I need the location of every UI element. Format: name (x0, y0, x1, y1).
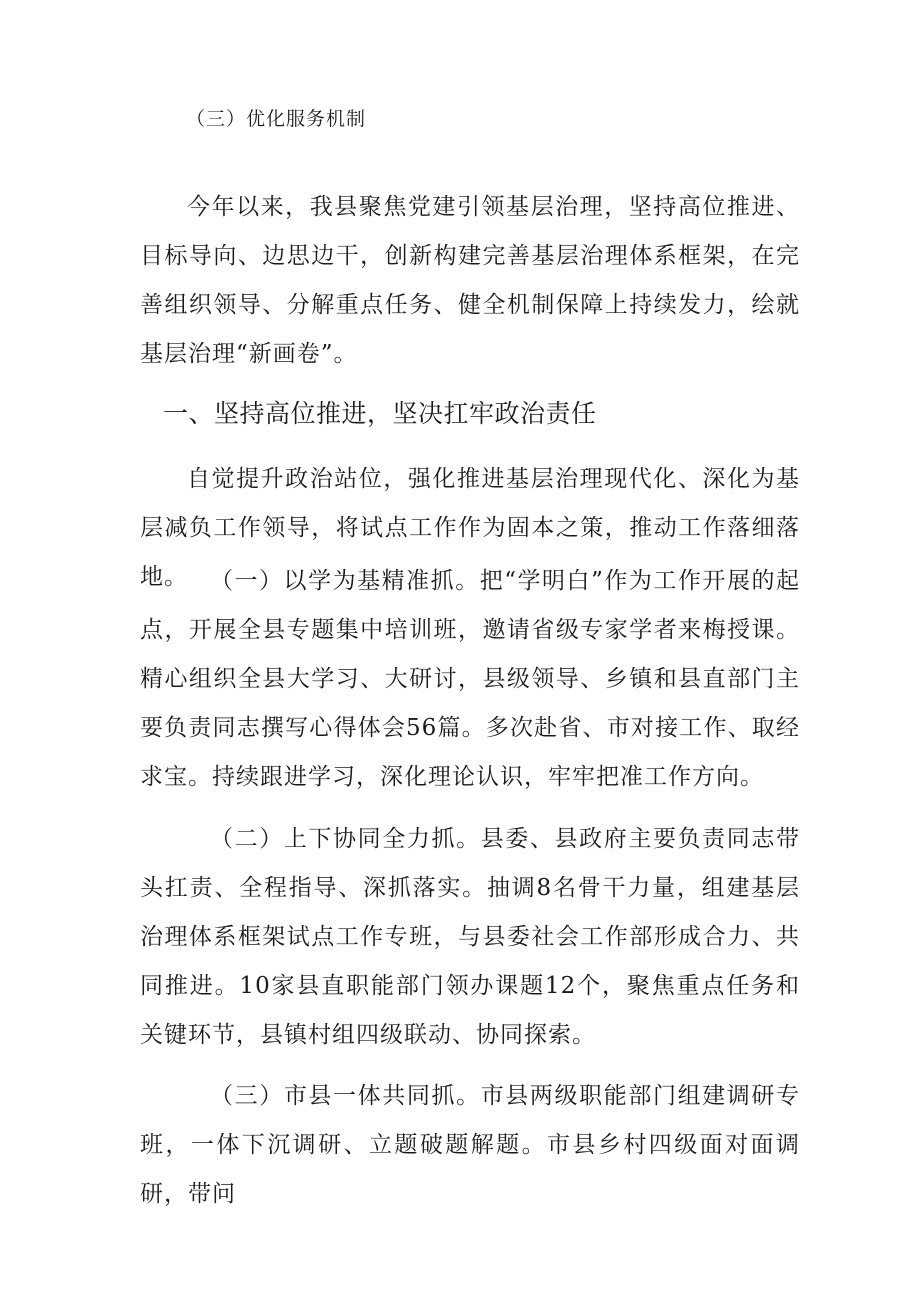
intro-paragraph: 今年以来，我县聚焦党建引领基层治理，坚持高位推进、目标导向、边思边干，创新构建完善基层治理体系框架，在完善组织领导、分解重点任务、健全机制保障上持续发力，绘就基层治理“新画卷”。 (140, 194, 800, 367)
section-paragraph: 自觉提升政治站位，强化推进基层治理现代化、深化为基层减负工作领导，将试点工作作为固本之策，推动工作落细落地。 (140, 466, 800, 590)
item3-paragraph: （三）市县一体共同抓。市县两级职能部门组建调研专班，一体下沉调研、立题破题解题。市县乡村四级面对面调研，带问 (140, 1083, 800, 1207)
item1-paragraph: （一）以学为基精准抓。把“学明白”作为工作开展的起点，开展全县专题集中培训班，邀请省级专家学者来梅授课。精心组织全县大学习、大研讨，县级领导、乡镇和县直部门主要负责同志撰写心得体会56篇。多次赴省、市对接工作、取经求宝。持续跟进学习，深化理论认识，牢牢把准工作方向。 (140, 568, 800, 790)
section-heading: 一、坚持高位推进，坚决扛牢政治责任 (163, 399, 597, 428)
item2-paragraph: （二）上下协同全力抓。县委、县政府主要负责同志带头扛责、全程指导、深抓落实。抽调8名骨干力量，组建基层治理体系框架试点工作专班，与县委社会工作部形成合力、共同推进。10家县直职能部门领办课题12个，聚焦重点任务和关键环节，县镇村组四级联动、协同探索。 (140, 826, 800, 1048)
subheading: （三）优化服务机制 (186, 108, 367, 130)
